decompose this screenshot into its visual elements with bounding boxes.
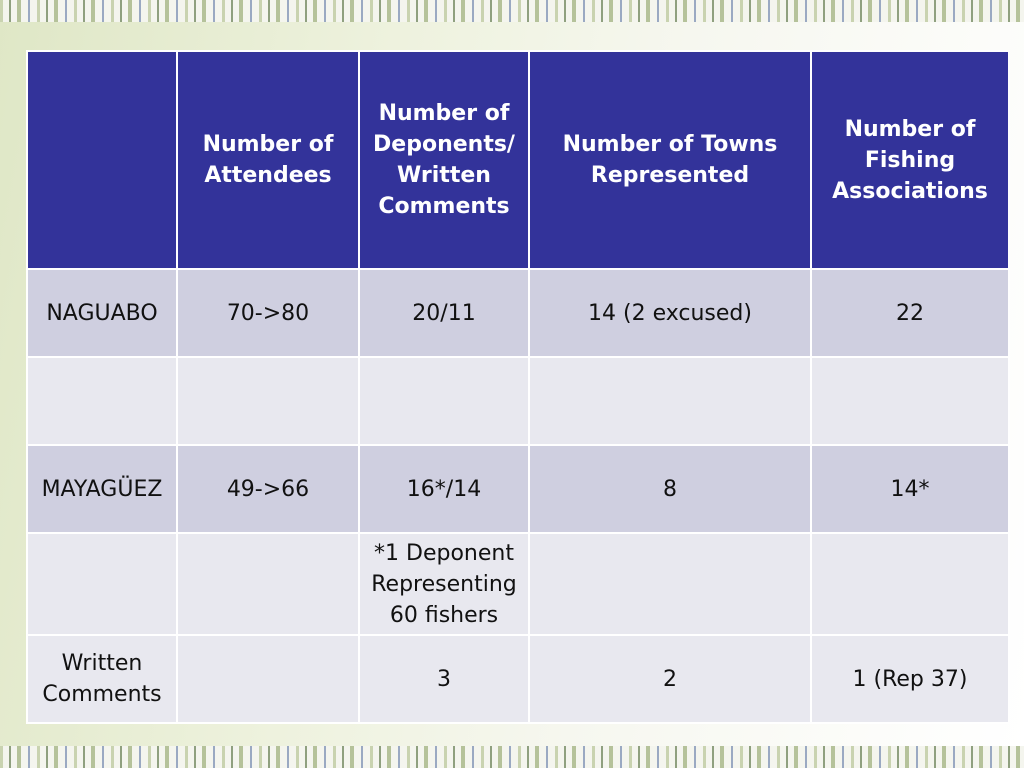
associations-cell: 1 (Rep 37) [811,635,1009,723]
towns-cell: 14 (2 excused) [529,269,811,357]
fishing-meetings-table [26,50,1010,724]
header-blank [27,51,177,269]
deponents-cell: 20/11 [359,269,529,357]
row-label: MAYAGÜEZ [27,445,177,533]
associations-cell [811,533,1009,635]
deponents-cell: 16*/14 [359,445,529,533]
table-header-row [27,51,1009,269]
table-row [27,635,1009,723]
table-row [27,269,1009,357]
towns-cell: 2 [529,635,811,723]
header-fishing-associations: Number of Fishing Associations [811,51,1009,269]
row-label: Written Comments [27,635,177,723]
header-deponents: Number of Deponents/ Written Comments [359,51,529,269]
table-row [27,357,1009,445]
deponents-cell: 3 [359,635,529,723]
associations-cell: 14* [811,445,1009,533]
towns-cell [529,533,811,635]
associations-cell: 22 [811,269,1009,357]
deponent-note-cell: *1 Deponent Representing 60 fishers [359,533,529,635]
table-row [27,533,1009,635]
attendees-cell [177,533,359,635]
deponents-cell [359,357,529,445]
top-decorative-stripe [0,0,1024,22]
bottom-decorative-stripe [0,746,1024,768]
towns-cell: 8 [529,445,811,533]
towns-cell [529,357,811,445]
table-row [27,445,1009,533]
header-attendees: Number of Attendees [177,51,359,269]
row-label: NAGUABO [27,269,177,357]
associations-cell [811,357,1009,445]
attendees-cell: 49->66 [177,445,359,533]
attendees-cell: 70->80 [177,269,359,357]
attendees-cell [177,635,359,723]
attendees-cell [177,357,359,445]
row-label [27,533,177,635]
row-label [27,357,177,445]
header-towns: Number of Towns Represented [529,51,811,269]
